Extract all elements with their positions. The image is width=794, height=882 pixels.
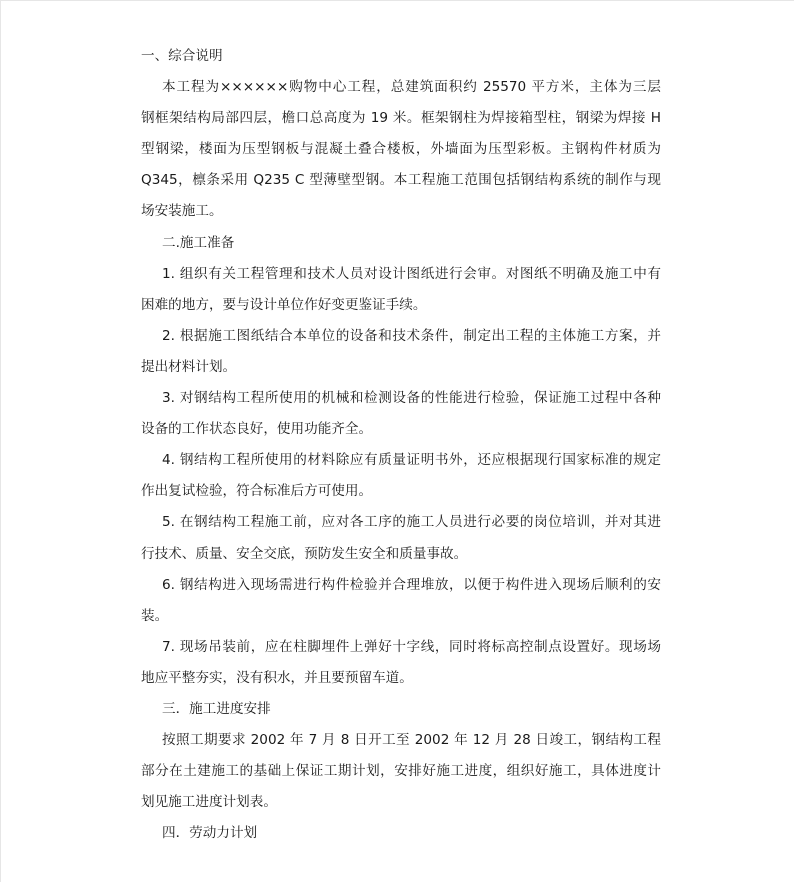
text-line: 6. 钢结构进入现场需进行构件检验并合理堆放，以便于构件进入现场后顺利的安 <box>162 576 661 593</box>
text-line: 钢框架结构局部四层，檐口总高度为 19 米。框架钢柱为焊接箱型柱，钢梁为焊接 H <box>141 110 661 127</box>
text-line: 行技术、质量、安全交底，预防发生安全和质量事故。 <box>141 545 468 562</box>
text-line: 5. 在钢结构工程施工前，应对各工序的施工人员进行必要的岗位培训，并对其进 <box>162 514 661 531</box>
text-line: 7. 现场吊装前，应在柱脚埋件上弹好十字线，同时将标高控制点设置好。现场场 <box>162 638 661 655</box>
text-line: 划见施工进度计划表。 <box>141 794 277 811</box>
text-line: 按照工期要求 2002 年 7 月 8 日开工至 2002 年 12 月 28 日竣工，钢结构工程 <box>162 732 661 749</box>
text-line: 1. 组织有关工程管理和技术人员对设计图纸进行会审。对图纸不明确及施工中有 <box>162 265 661 282</box>
text-line: Q345，檩条采用 Q235 C 型薄壁型钢。本工程施工范围包括钢结构系统的制作与现 <box>141 172 661 189</box>
text-line: 作出复试检验，符合标准后方可使用。 <box>141 483 373 500</box>
text-line: 装。 <box>141 607 169 624</box>
text-line: 场安装施工。 <box>141 203 223 220</box>
text-line: 型钢梁，楼面为压型钢板与混凝土叠合楼板，外墙面为压型彩板。主钢构件材质为 <box>141 141 661 158</box>
text-line: 提出材料计划。 <box>141 358 237 375</box>
document-body <box>141 41 661 849</box>
text-line: 部分在土建施工的基础上保证工期计划，安排好施工进度，组织好施工，具体进度计 <box>141 763 661 780</box>
text-line: 三．施工进度安排 <box>162 700 271 717</box>
text-line: 2. 根据施工图纸结合本单位的设备和技术条件，制定出工程的主体施工方案，并 <box>162 327 661 344</box>
text-line: 4. 钢结构工程所使用的材料除应有质量证明书外，还应根据现行国家标准的规定 <box>162 452 661 469</box>
text-line: 四．劳动力计划 <box>162 825 258 842</box>
text-line: 二.施工准备 <box>162 234 235 251</box>
text-line: 本工程为××××××购物中心工程，总建筑面积约 25570 平方米，主体为三层 <box>162 79 661 96</box>
text-line: 一、综合说明 <box>141 48 223 64</box>
text-line: 地应平整夯实，没有积水，并且要预留车道。 <box>141 669 413 686</box>
text-line: 3. 对钢结构工程所使用的机械和检测设备的性能进行检验，保证施工过程中各种 <box>162 390 661 407</box>
text-line: 困难的地方，要与设计单位作好变更鉴证手续。 <box>141 296 427 313</box>
text-line: 设备的工作状态良好，使用功能齐全。 <box>141 421 373 438</box>
